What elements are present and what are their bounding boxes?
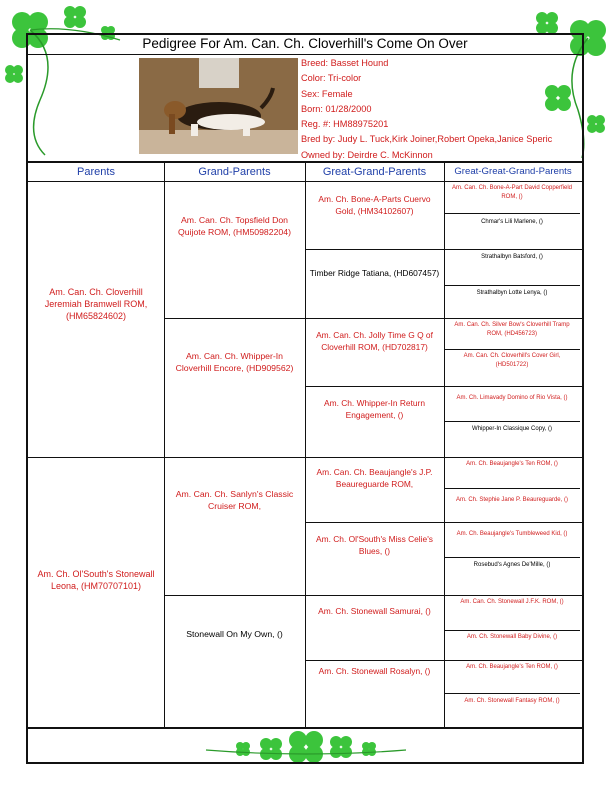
great-grandparent-6: Am. Ch. Ol'South's Miss Celie's Blues, () bbox=[316, 534, 433, 556]
color-text: Color: Tri-color bbox=[301, 73, 362, 84]
great-grandparent-2: Timber Ridge Tatiana, (HD607457) bbox=[309, 268, 440, 278]
ggreat-grandparent-15: Am. Ch. Beaujangle's Ten ROM, () bbox=[466, 663, 558, 670]
header-great-great-grand-parents: Great-Great-Grand-Parents bbox=[454, 166, 572, 177]
ggreat-grandparent-11: Am. Ch. Beaujangle's Tumbleweed Kid, () bbox=[456, 530, 568, 537]
ggreat-grandparent-14: Am. Ch. Stonewall Baby Divine, () bbox=[466, 633, 558, 640]
ggreat-grandparent-5: Am. Can. Ch. Silver Bow's Cloverhill Tramp ROM, (HD456723) bbox=[454, 322, 570, 337]
ggreat-grandparent-4: Strathalbyn Lotte Lenya, () bbox=[476, 289, 548, 296]
ggreat-grandparent-9: Am. Ch. Beaujangle's Ten ROM, () bbox=[466, 460, 558, 467]
sex-text: Sex: Female bbox=[301, 88, 353, 99]
ggreat-grandparent-13: Am. Can. Ch. Stonewall J.F.K. ROM, () bbox=[460, 598, 564, 605]
great-grandparent-4: Am. Ch. Whipper-In Return Engagement, () bbox=[324, 398, 425, 420]
great-grandparent-7: Am. Ch. Stonewall Samurai, () bbox=[318, 606, 431, 616]
ggreat-grandparent-6: Am. Can. Ch. Cloverhill's Cover Girl, (HD501722) bbox=[463, 353, 561, 368]
ggreat-grandparent-3: Strathalbyn Batsford, () bbox=[481, 253, 543, 260]
ggreat-grandparent-7: Am. Ch. Limavady Domino of Rio Vista, () bbox=[456, 394, 568, 401]
great-grandparent-1: Am. Ch. Bone-A-Parts Cuervo Gold, (HM34102607) bbox=[318, 194, 431, 216]
great-grandparent-3: Am. Can. Ch. Jolly Time G Q of Cloverhill ROM, (HD702817) bbox=[316, 330, 433, 352]
parent-sire: Am. Can. Ch. Cloverhill Jeremiah Bramwell ROM, (HM65824602) bbox=[44, 287, 148, 321]
born-text: Born: 01/28/2000 bbox=[301, 103, 372, 114]
ggreat-grandparent-1: Am. Can. Ch. Bone-A-Part David Copperfield ROM, () bbox=[451, 185, 573, 200]
header-grand-parents: Grand-Parents bbox=[198, 166, 271, 178]
ggreat-grandparent-12: Rosebud's Agnes De'Mille, () bbox=[473, 561, 551, 568]
owned-by-text: Owned by: Deirdre C. McKinnon bbox=[301, 149, 433, 160]
ggreat-grandparent-10: Am. Ch. Stephie Jane P. Beaureguarde, () bbox=[456, 496, 568, 503]
header-great-grand-parents: Great-Grand-Parents bbox=[322, 166, 427, 178]
title-divider bbox=[28, 54, 582, 55]
great-grandparent-5: Am. Can. Ch. Beaujangle's J.P. Beaureguarde ROM, bbox=[316, 467, 433, 489]
ggreat-grandparent-16: Am. Ch. Stonewall Fantasy ROM, () bbox=[464, 697, 560, 704]
grandparent-4: Stonewall On My Own, () bbox=[186, 629, 283, 639]
page-title: Pedigree For Am. Can. Ch. Cloverhill's Come On Over bbox=[142, 36, 468, 51]
grandparent-2: Am. Can. Ch. Whipper-In Cloverhill Encore, (HD909562) bbox=[175, 351, 294, 373]
great-grandparent-8: Am. Ch. Stonewall Rosalyn, () bbox=[318, 666, 431, 676]
table-bottom-line bbox=[28, 727, 582, 729]
header-parents: Parents bbox=[77, 166, 115, 178]
ggreat-grandparent-8: Whipper-In Classique Copy, () bbox=[472, 425, 552, 432]
breed-text: Breed: Basset Hound bbox=[301, 58, 389, 68]
reg-text: Reg. #: HM88975201 bbox=[301, 119, 389, 130]
grandparent-3: Am. Can. Ch. Sanlyn's Classic Cruiser ROM, bbox=[175, 489, 294, 511]
dog-photo bbox=[139, 58, 298, 154]
bred-by-text: Bred by: Judy L. Tuck,Kirk Joiner,Robert Opeka,Janice Speric bbox=[301, 134, 553, 145]
parent-dam: Am. Ch. Ol'South's Stonewall Leona, (HM70707101) bbox=[37, 569, 155, 591]
grandparent-1: Am. Can. Ch. Topsfield Don Quijote ROM, (HM50982204) bbox=[178, 215, 291, 237]
col-divider-2 bbox=[305, 162, 306, 727]
dog-info bbox=[301, 56, 552, 163]
ggreat-grandparent-2: Chmar's Lili Marlene, () bbox=[481, 218, 543, 225]
